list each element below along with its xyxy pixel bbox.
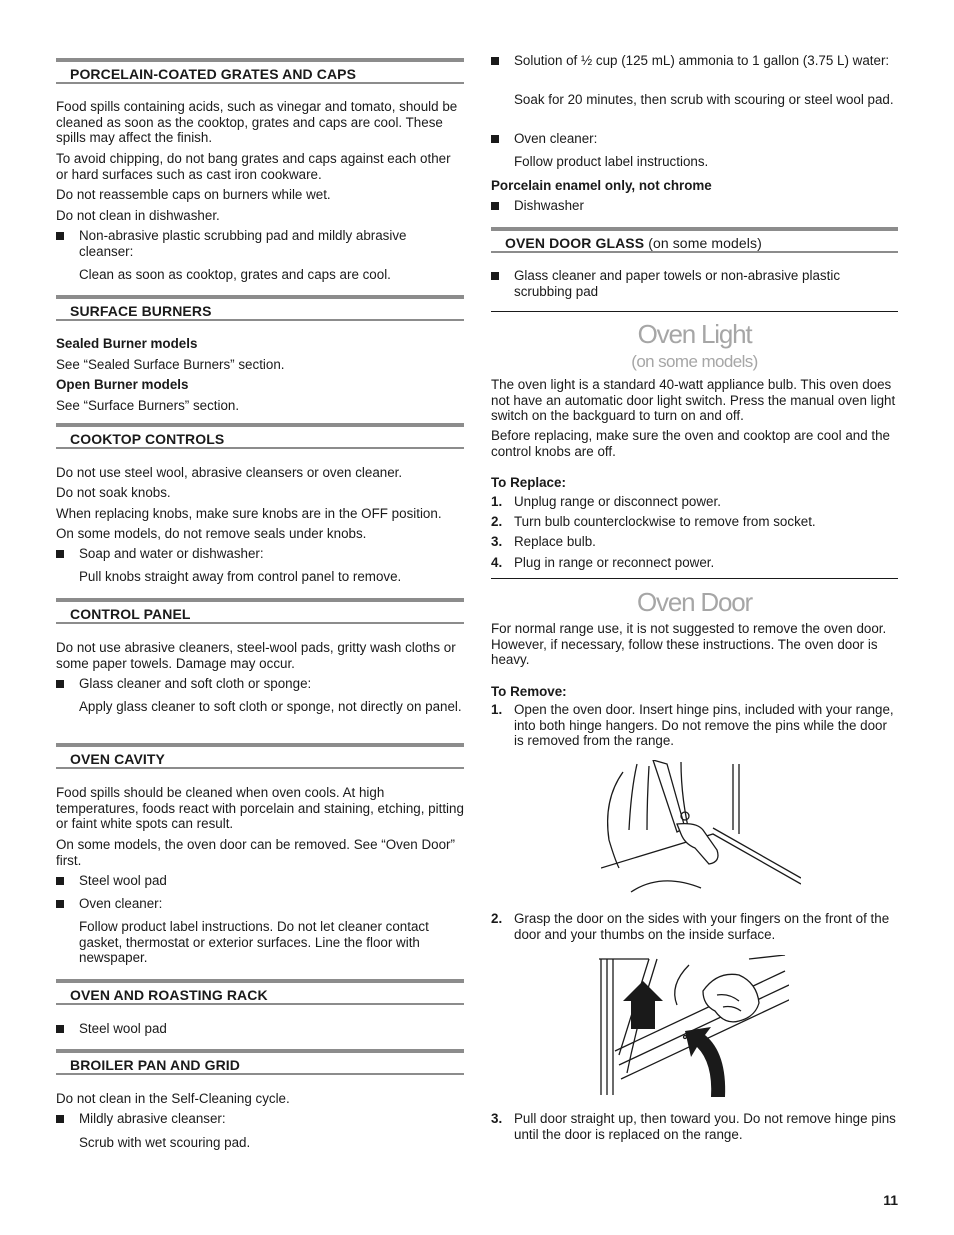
bullet-square-icon xyxy=(56,900,64,908)
section-heading-cooktop-controls: COOKTOP CONTROLS xyxy=(56,423,464,449)
oven-door-paragraph: For normal range use, it is not suggested to remove the oven door. However, if necessary, follow these instructions. The oven door is heavy. xyxy=(491,621,887,667)
section-heading-surface-burners: SURFACE BURNERS xyxy=(56,295,464,321)
oven-light-paragraph-2: Before replacing, make sure the oven and cooktop are cool and the control knobs are off. xyxy=(491,428,890,459)
oven-light-title: Oven Light xyxy=(637,319,752,349)
porcelain-paragraph-2: To avoid chipping, do not bang grates and caps against each other or hard surfaces such as cast iron cookware. xyxy=(56,151,451,182)
section-heading-rack: OVEN AND ROASTING RACK xyxy=(56,979,464,1005)
porcelain-bullet-detail: Clean as soon as cooktop, grates and caps are cool. xyxy=(79,267,391,282)
porcelain-paragraph-1: Food spills containing acids, such as vinegar and tomato, should be cleaned as soon as the cooktop, grates and caps are cool. These spills may affect the finish. xyxy=(56,99,458,145)
bullet-square-icon xyxy=(56,232,64,240)
porcelain-paragraph-3: Do not reassemble caps on burners while wet. xyxy=(56,187,331,202)
section-heading-control-panel: CONTROL PANEL xyxy=(56,598,464,624)
bullet-square-icon xyxy=(56,877,64,885)
cooktop-paragraph-3: When replacing knobs, make sure knobs are in the OFF position. xyxy=(56,506,442,521)
section-heading-broiler: BROILER PAN AND GRID xyxy=(56,1049,464,1075)
sealed-burner-label: Sealed Burner models xyxy=(56,336,198,351)
bullet-square-icon xyxy=(491,272,499,280)
cooktop-bullet-detail: Pull knobs straight away from control panel to remove. xyxy=(79,569,402,584)
section-rule xyxy=(491,311,898,312)
bullet-square-icon xyxy=(491,202,499,210)
oven-cavity-paragraph-1: Food spills should be cleaned when oven cools. At high temperatures, foods react with porcelain and staining, etching, pitting or faint white spots can result. xyxy=(56,785,464,831)
bullet-square-icon xyxy=(491,57,499,65)
oven-cleaner-bullet-detail: Follow product label instructions. xyxy=(514,154,709,169)
control-panel-bullet-detail: Apply glass cleaner to soft cloth or sponge, not directly on panel. xyxy=(79,699,462,714)
cooktop-paragraph-4: On some models, do not remove seals under knobs. xyxy=(56,526,367,541)
section-heading-oven-door-glass: OVEN DOOR GLASS (on some models) xyxy=(491,227,898,253)
bullet-square-icon xyxy=(56,680,64,688)
open-burner-text: See “Surface Burners” section. xyxy=(56,398,240,413)
door-grasp-illustration xyxy=(599,955,789,1100)
broiler-paragraph: Do not clean in the Self-Cleaning cycle. xyxy=(56,1091,290,1106)
bullet-square-icon xyxy=(56,550,64,558)
section-heading-porcelain: PORCELAIN-COATED GRATES AND CAPS xyxy=(56,58,464,84)
porcelain-only-label: Porcelain enamel only, not chrome xyxy=(491,178,712,193)
to-remove-label: To Remove: xyxy=(491,684,567,699)
oven-light-paragraph-1: The oven light is a standard 40-watt appliance bulb. This oven does not have an automatic door light switch. Press the manual oven light switch on the backguard to turn on and off. xyxy=(491,377,896,423)
to-replace-label: To Replace: xyxy=(491,475,566,490)
page-number: 11 xyxy=(883,1192,898,1208)
oven-light-subtitle: (on some models) xyxy=(631,352,758,371)
broiler-bullet-detail: Scrub with wet scouring pad. xyxy=(79,1135,251,1150)
porcelain-paragraph-4: Do not clean in dishwasher. xyxy=(56,208,220,223)
bullet-square-icon xyxy=(56,1115,64,1123)
sealed-burner-text: See “Sealed Surface Burners” section. xyxy=(56,357,285,372)
oven-cavity-paragraph-2: On some models, the oven door can be removed. See “Oven Door” first. xyxy=(56,837,455,868)
open-burner-label: Open Burner models xyxy=(56,377,189,392)
oven-cavity-bullet-2-detail: Follow product label instructions. Do not let cleaner contact gasket, thermostat or exterior surfaces. Line the floor with newspaper. xyxy=(79,919,429,965)
hinge-pin-illustration xyxy=(601,760,801,900)
ammonia-bullet-detail: Soak for 20 minutes, then scrub with scouring or steel wool pad. xyxy=(514,92,894,107)
control-panel-paragraph: Do not use abrasive cleaners, steel-wool pads, gritty wash cloths or some paper towels. Damage may occur. xyxy=(56,640,456,671)
cooktop-paragraph-1: Do not use steel wool, abrasive cleansers or oven cleaner. xyxy=(56,465,403,480)
oven-door-title: Oven Door xyxy=(637,587,752,617)
section-heading-oven-cavity: OVEN CAVITY xyxy=(56,743,464,769)
bullet-square-icon xyxy=(56,1025,64,1033)
cooktop-paragraph-2: Do not soak knobs. xyxy=(56,485,171,500)
section-rule xyxy=(491,578,898,579)
bullet-square-icon xyxy=(491,135,499,143)
